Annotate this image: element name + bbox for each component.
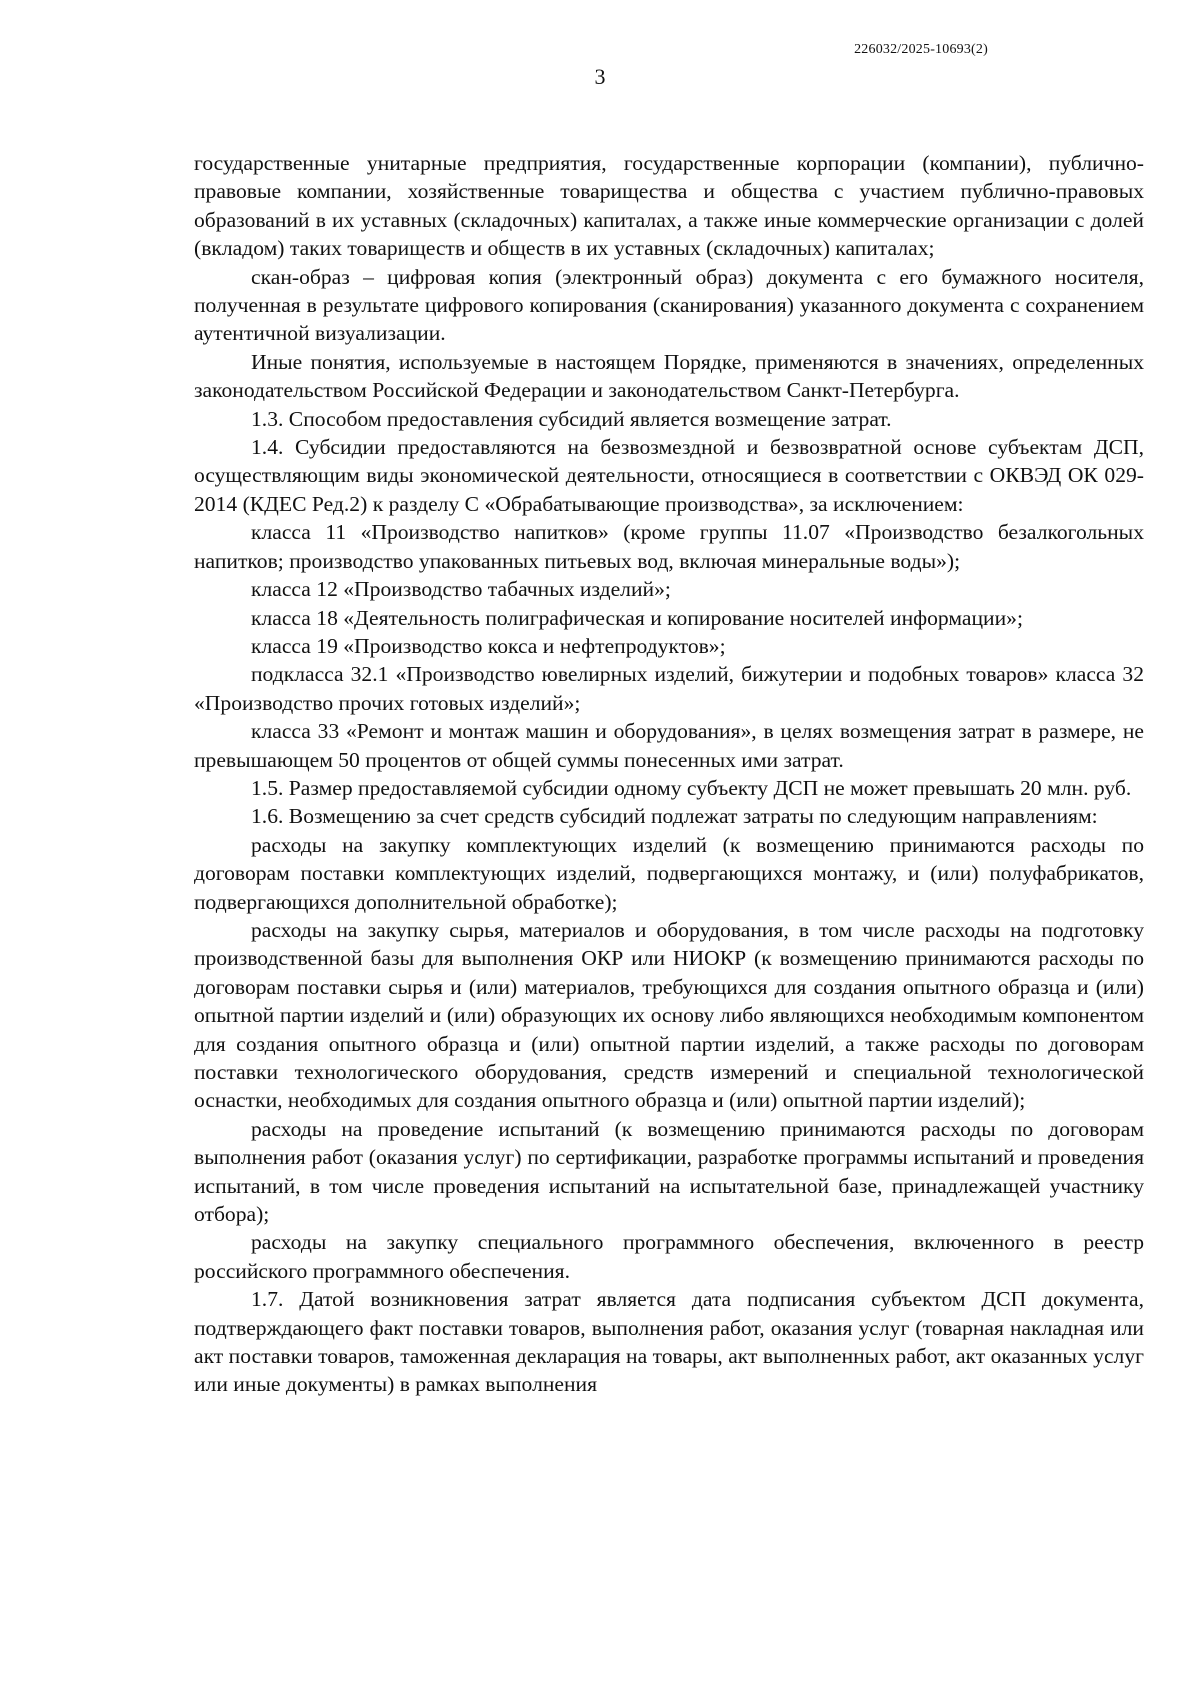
paragraph: 1.4. Субсидии предоставляются на безвозмездной и безвозвратной основе субъектам ДСП, осуществляющим виды экономической деятельности, относящиеся в соответствии с ОКВЭД ОК 029-2014 (КДЕС Ред.2) к разделу С «Обрабатывающие производства», за исключением: — [194, 435, 1144, 516]
paragraph: государственные унитарные предприятия, государственные корпорации (компании), публично-правовые компании, хозяйственные товарищества и общества с участием публично-правовых образований в их уставных (складочных) капиталах, а также иные коммерческие организации с долей (вкладом) таких товариществ и обществ в их уставных (складочных) капиталах; — [194, 151, 1144, 261]
paragraph: класса 12 «Производство табачных изделий»; — [251, 577, 671, 602]
paragraph: класса 11 «Производство напитков» (кроме группы 11.07 «Производство безалкогольных напитков; производство упакованных питьевых вод, включая минеральные воды»); — [194, 520, 1144, 573]
paragraph: класса 19 «Производство кокса и нефтепродуктов»; — [251, 633, 726, 658]
paragraph: 1.7. Датой возникновения затрат является дата подписания субъектом ДСП документа, подтверждающего факт поставки товаров, выполнения работ, оказания услуг (товарная накладная или акт поставки товаров, таможенная декларация на товары, акт выполненных работ, акт оказанных услуг или иные документы) в рамках выполнения — [194, 1287, 1144, 1397]
paragraph: 1.3. Способом предоставления субсидий является возмещение затрат. — [251, 406, 892, 431]
document-body — [194, 149, 1144, 1399]
paragraph: скан-образ – цифровая копия (электронный образ) документа с его бумажного носителя, полученная в результате цифрового копирования (сканирования) указанного документа с сохранением аутентичной визуализации. — [194, 264, 1144, 346]
document-number: 226032/2025-10693(2) — [854, 42, 988, 57]
paragraph: класса 18 «Деятельность полиграфическая и копирование носителей информации»; — [251, 605, 1023, 630]
paragraph: расходы на проведение испытаний (к возмещению принимаются расходы по договорам выполнения работ (оказания услуг) по сертификации, разработке программы испытаний и проведения испытаний, в том числе проведения испытаний на испытательной базе, принадлежащей участнику отбора); — [194, 1116, 1144, 1227]
paragraph: класса 33 «Ремонт и монтаж машин и оборудования», в целях возмещения затрат в размере, не превышающем 50 процентов от общей суммы понесенных ими затрат. — [194, 719, 1144, 772]
paragraph: Иные понятия, используемые в настоящем Порядке, применяются в значениях, определенных законодательством Российской Федерации и законодательством Санкт-Петербурга. — [194, 349, 1144, 403]
paragraph: 1.5. Размер предоставляемой субсидии одному субъекту ДСП не может превышать 20 млн. руб. — [251, 775, 1132, 800]
paragraph: расходы на закупку сырья, материалов и оборудования, в том числе расходы на подготовку производственной базы для выполнения ОКР или НИОКР (к возмещению принимаются расходы по договорам поставки сырья и (или) материалов, требующихся для создания опытного образца и (или) опытной партии изделий и (или) образующих их основу либо являющихся необходимым компонентом для создания опытного образца и (или) опытной партии изделий, а также расходы по договорам поставки технологического оборудования, средств измерений и специальной технологической оснастки, необходимых для создания опытного образца и (или) опытной партии изделий); — [194, 917, 1144, 1113]
page-number: 3 — [594, 64, 606, 89]
paragraph: расходы на закупку специального программного обеспечения, включенного в реестр российского программного обеспечения. — [194, 1230, 1144, 1283]
paragraph: подкласса 32.1 «Производство ювелирных изделий, бижутерии и подобных товаров» класса 32 «Производство прочих готовых изделий»; — [194, 662, 1144, 715]
paragraph: расходы на закупку комплектующих изделий (к возмещению принимаются расходы по договорам поставки комплектующих изделий, подвергающихся монтажу, и (или) полуфабрикатов, подвергающихся дополнительной обработке); — [194, 832, 1144, 914]
paragraph: 1.6. Возмещению за счет средств субсидий подлежат затраты по следующим направлениям: — [251, 804, 1098, 829]
